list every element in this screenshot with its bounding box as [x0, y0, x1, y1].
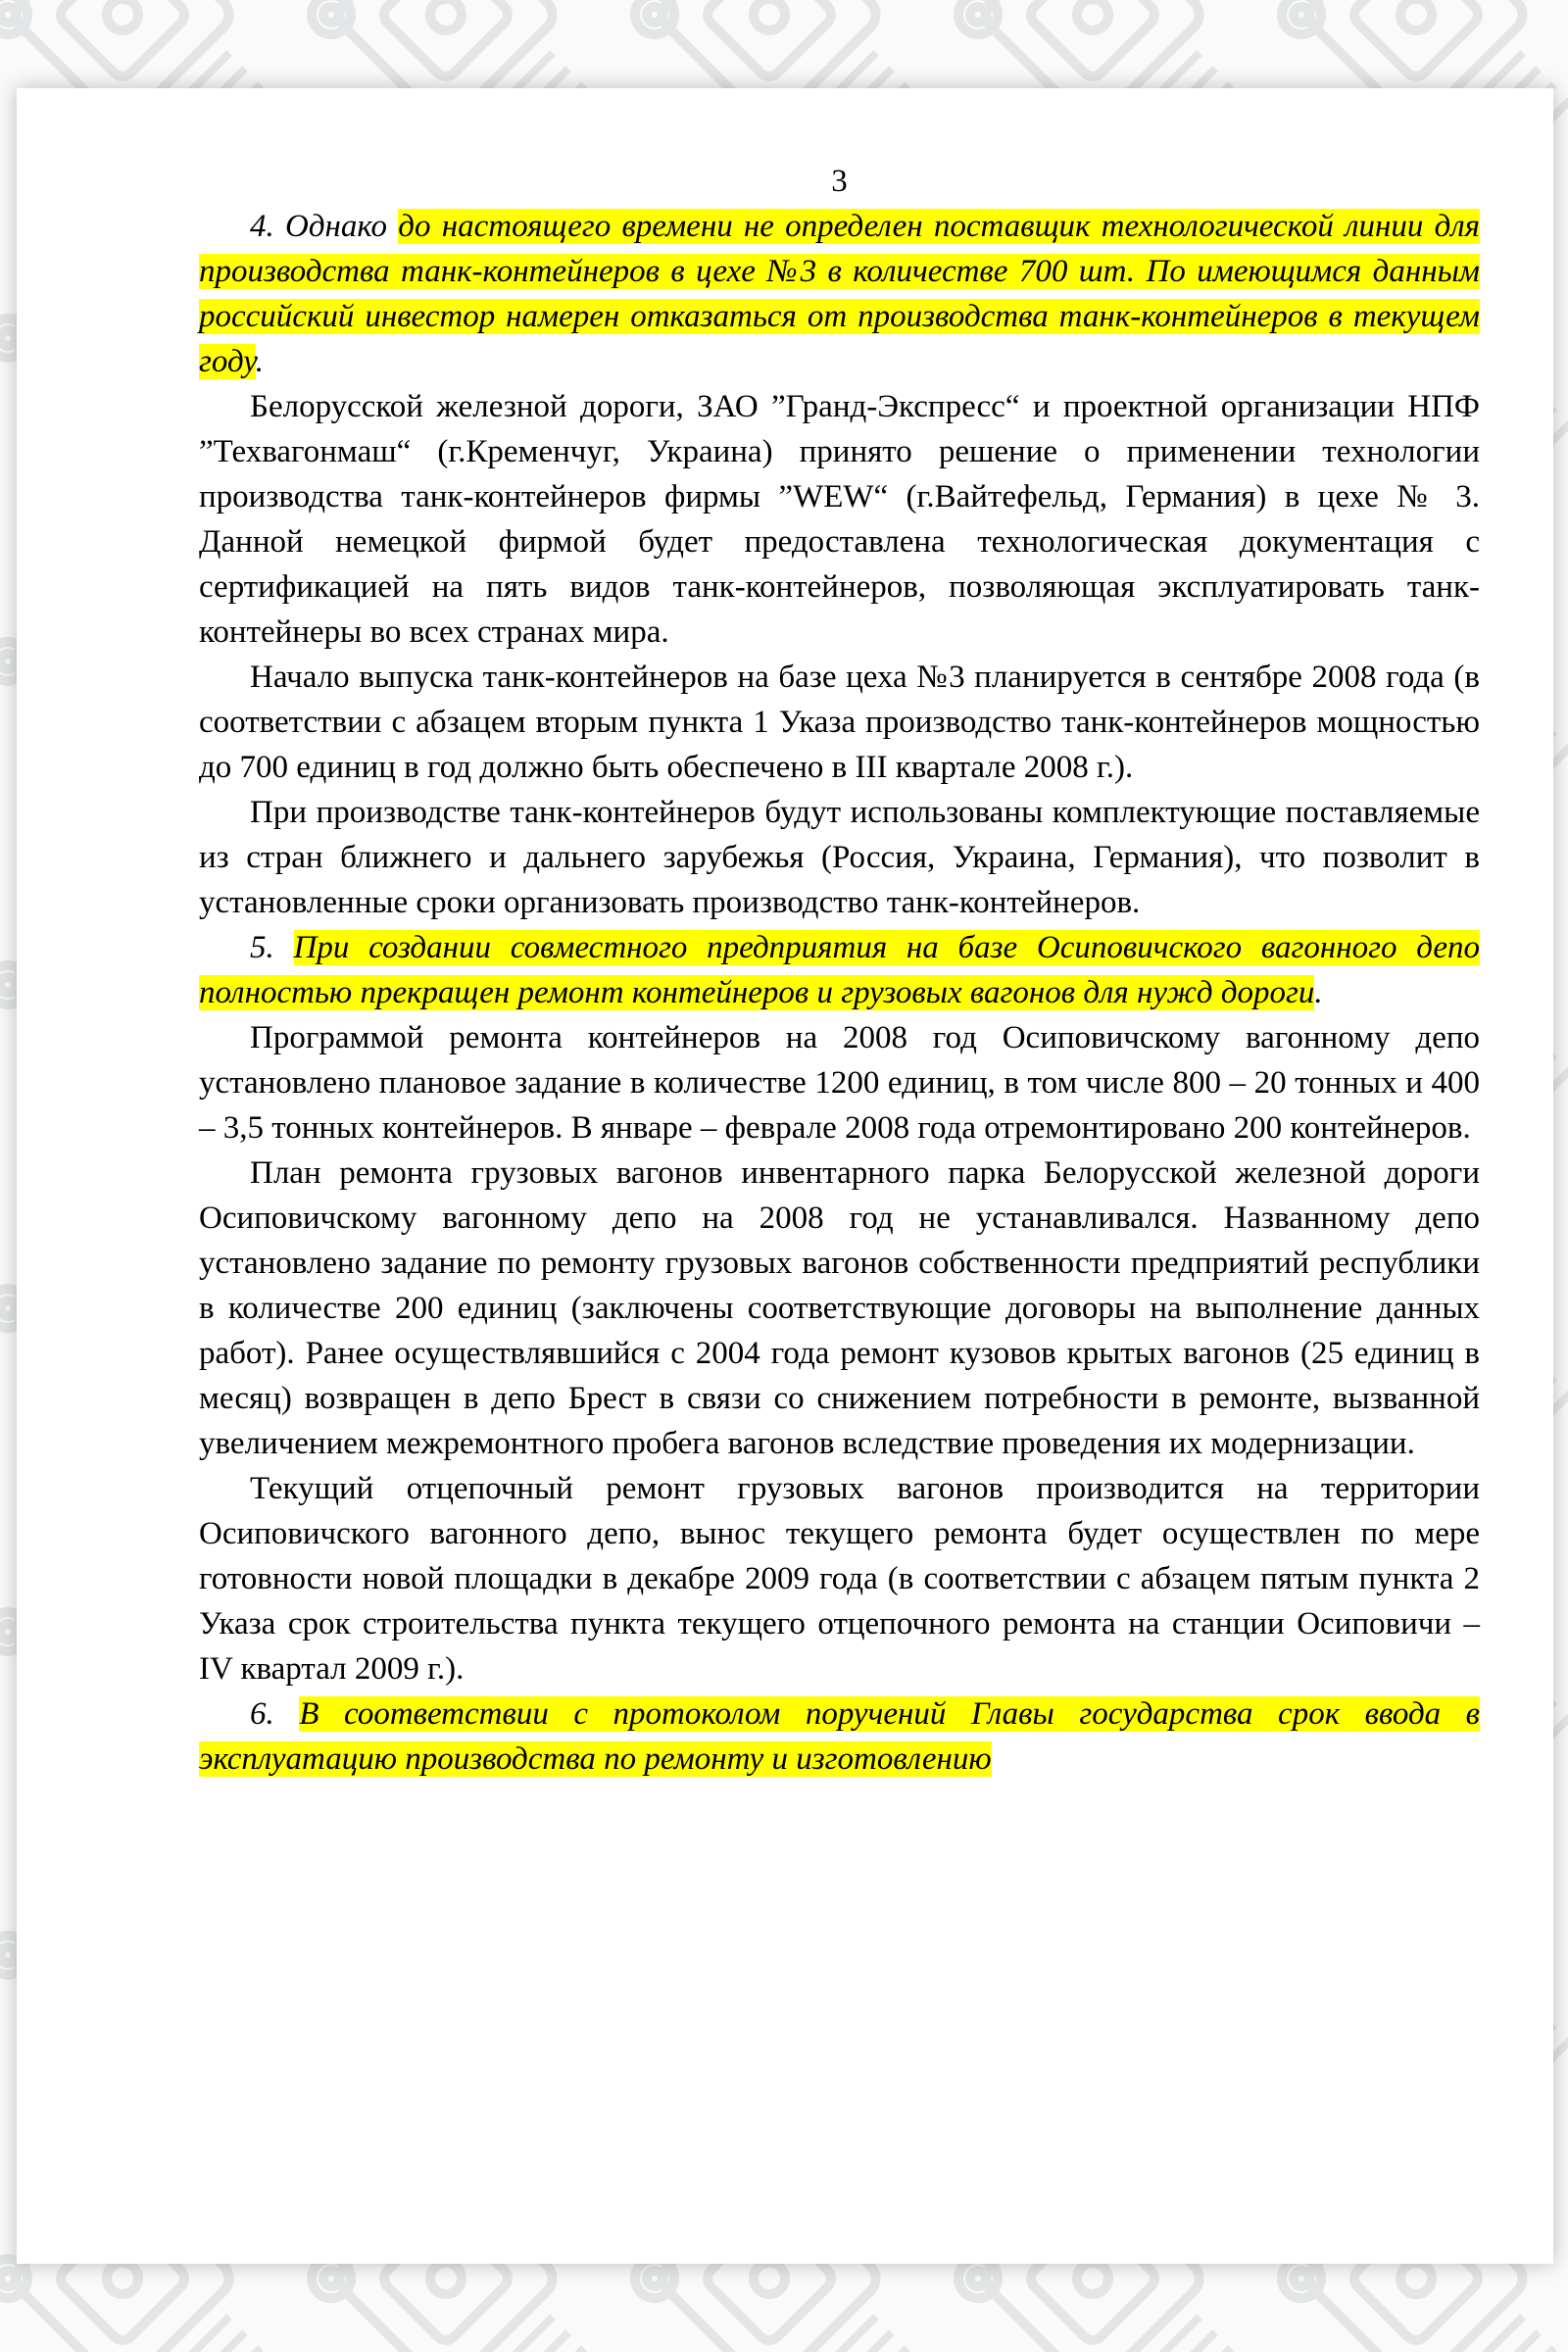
paragraph-4-lead: 4. Однако — [250, 209, 399, 244]
paragraph-current-repair-text: Текущий отцепочный ремонт грузовых вагонов производится на территории Осиповичского вагонного депо, вынос текущего ремонта будет осуществлен по мере готовности новой площадки в декабре 2009 года (в соответствии с абзацем пятым пункта 2 Указа срок строительства пункта текущего отцепочного ремонта на станции Осиповичи – IV квартал 2009 г.). — [199, 1471, 1480, 1687]
page-number: 3 — [831, 164, 848, 199]
paragraph-6-highlighted-text: В соответствии с протоколом поручений Главы государства срок ввода в эксплуатацию производства по ремонту и изготовлению — [199, 1696, 1481, 1777]
paragraph-item-4 — [199, 204, 1480, 384]
paragraph-repair-program — [199, 1015, 1480, 1151]
paragraph-partners-text: Белорусской железной дороги, ЗАО ”Гранд-Экспресс“ и проектной организации НПФ ”Техвагонмаш“ (г.Кременчуг, Украина) принято решение о применении технологии производства танк-контейнеров фирмы ”WEW“ (г.Вайтефельд, Германия) в цехе № 3. Данной немецкой фирмой будет предоставлена технологическая документация с сертификацией на пять видов танк-контейнеров, позволяющая эксплуатировать танк-контейнеры во всех странах мира. — [199, 389, 1480, 650]
paragraph-6-lead: 6. — [250, 1696, 300, 1732]
paragraph-wagon-repair-plan-text: План ремонта грузовых вагонов инвентарного парка Белорусской железной дороги Осиповичскому вагонному депо на 2008 год не устанавливался. Названному депо установлено задание по ремонту грузовых вагонов собственности предприятий республики в количестве 200 единиц (заключены соответствующие договоры на выполнение данных работ). Ранее осуществлявшийся с 2004 года ремонт кузовов крытых вагонов (25 единиц в месяц) возвращен в депо Брест в связи со снижением потребности в ремонте, вызванной увеличением межремонтного пробега вагонов вследствие проведения их модернизации. — [199, 1155, 1480, 1461]
document-page — [17, 88, 1553, 2264]
paragraph-5-lead: 5. — [250, 930, 294, 965]
paragraph-repair-program-text: Программой ремонта контейнеров на 2008 год Осиповичскому вагонному депо установлено плановое задание в количестве 1200 единиц, в том числе 800 – 20 тонных и 400 – 3,5 тонных контейнеров. В январе – феврале 2008 года отремонтировано 200 контейнеров. — [199, 1020, 1480, 1146]
page-content — [199, 159, 1480, 1782]
paragraph-production-start — [199, 655, 1480, 790]
paragraph-item-5 — [199, 925, 1480, 1015]
paragraph-5-highlighted-text: При создании совместного предприятия на базе Осиповичского вагонного депо полностью прекращен ремонт контейнеров и грузовых вагонов для нужд дороги — [199, 930, 1481, 1010]
paragraph-current-repair — [199, 1466, 1480, 1691]
paragraph-partners — [199, 384, 1480, 655]
paragraph-production-start-text: Начало выпуска танк-контейнеров на базе цеха №3 планируется в сентябре 2008 года (в соответствии с абзацем вторым пункта 1 Указа производство танк-контейнеров мощностью до 700 единиц в год должно быть обеспечено в III квартале 2008 г.). — [199, 660, 1480, 785]
paragraph-wagon-repair-plan — [199, 1151, 1480, 1466]
paragraph-components-text: При производстве танк-контейнеров будут использованы комплектующие поставляемые из стран ближнего и дальнего зарубежья (Россия, Украина, Германия), что позволит в установленные сроки организовать производство танк-контейнеров. — [199, 795, 1480, 920]
paragraph-item-6 — [199, 1691, 1480, 1782]
paragraph-4-highlighted-text: до настоящего времени не определен поставщик технологической линии для производства танк-контейнеров в цехе №3 в количестве 700 шт. По имеющимся данным российский инвестор намерен отказаться от производства танк-контейнеров в текущем году — [199, 209, 1480, 379]
paragraph-components — [199, 790, 1480, 925]
paragraph-5-tail: . — [1314, 975, 1323, 1010]
paragraph-4-tail: . — [255, 344, 265, 379]
